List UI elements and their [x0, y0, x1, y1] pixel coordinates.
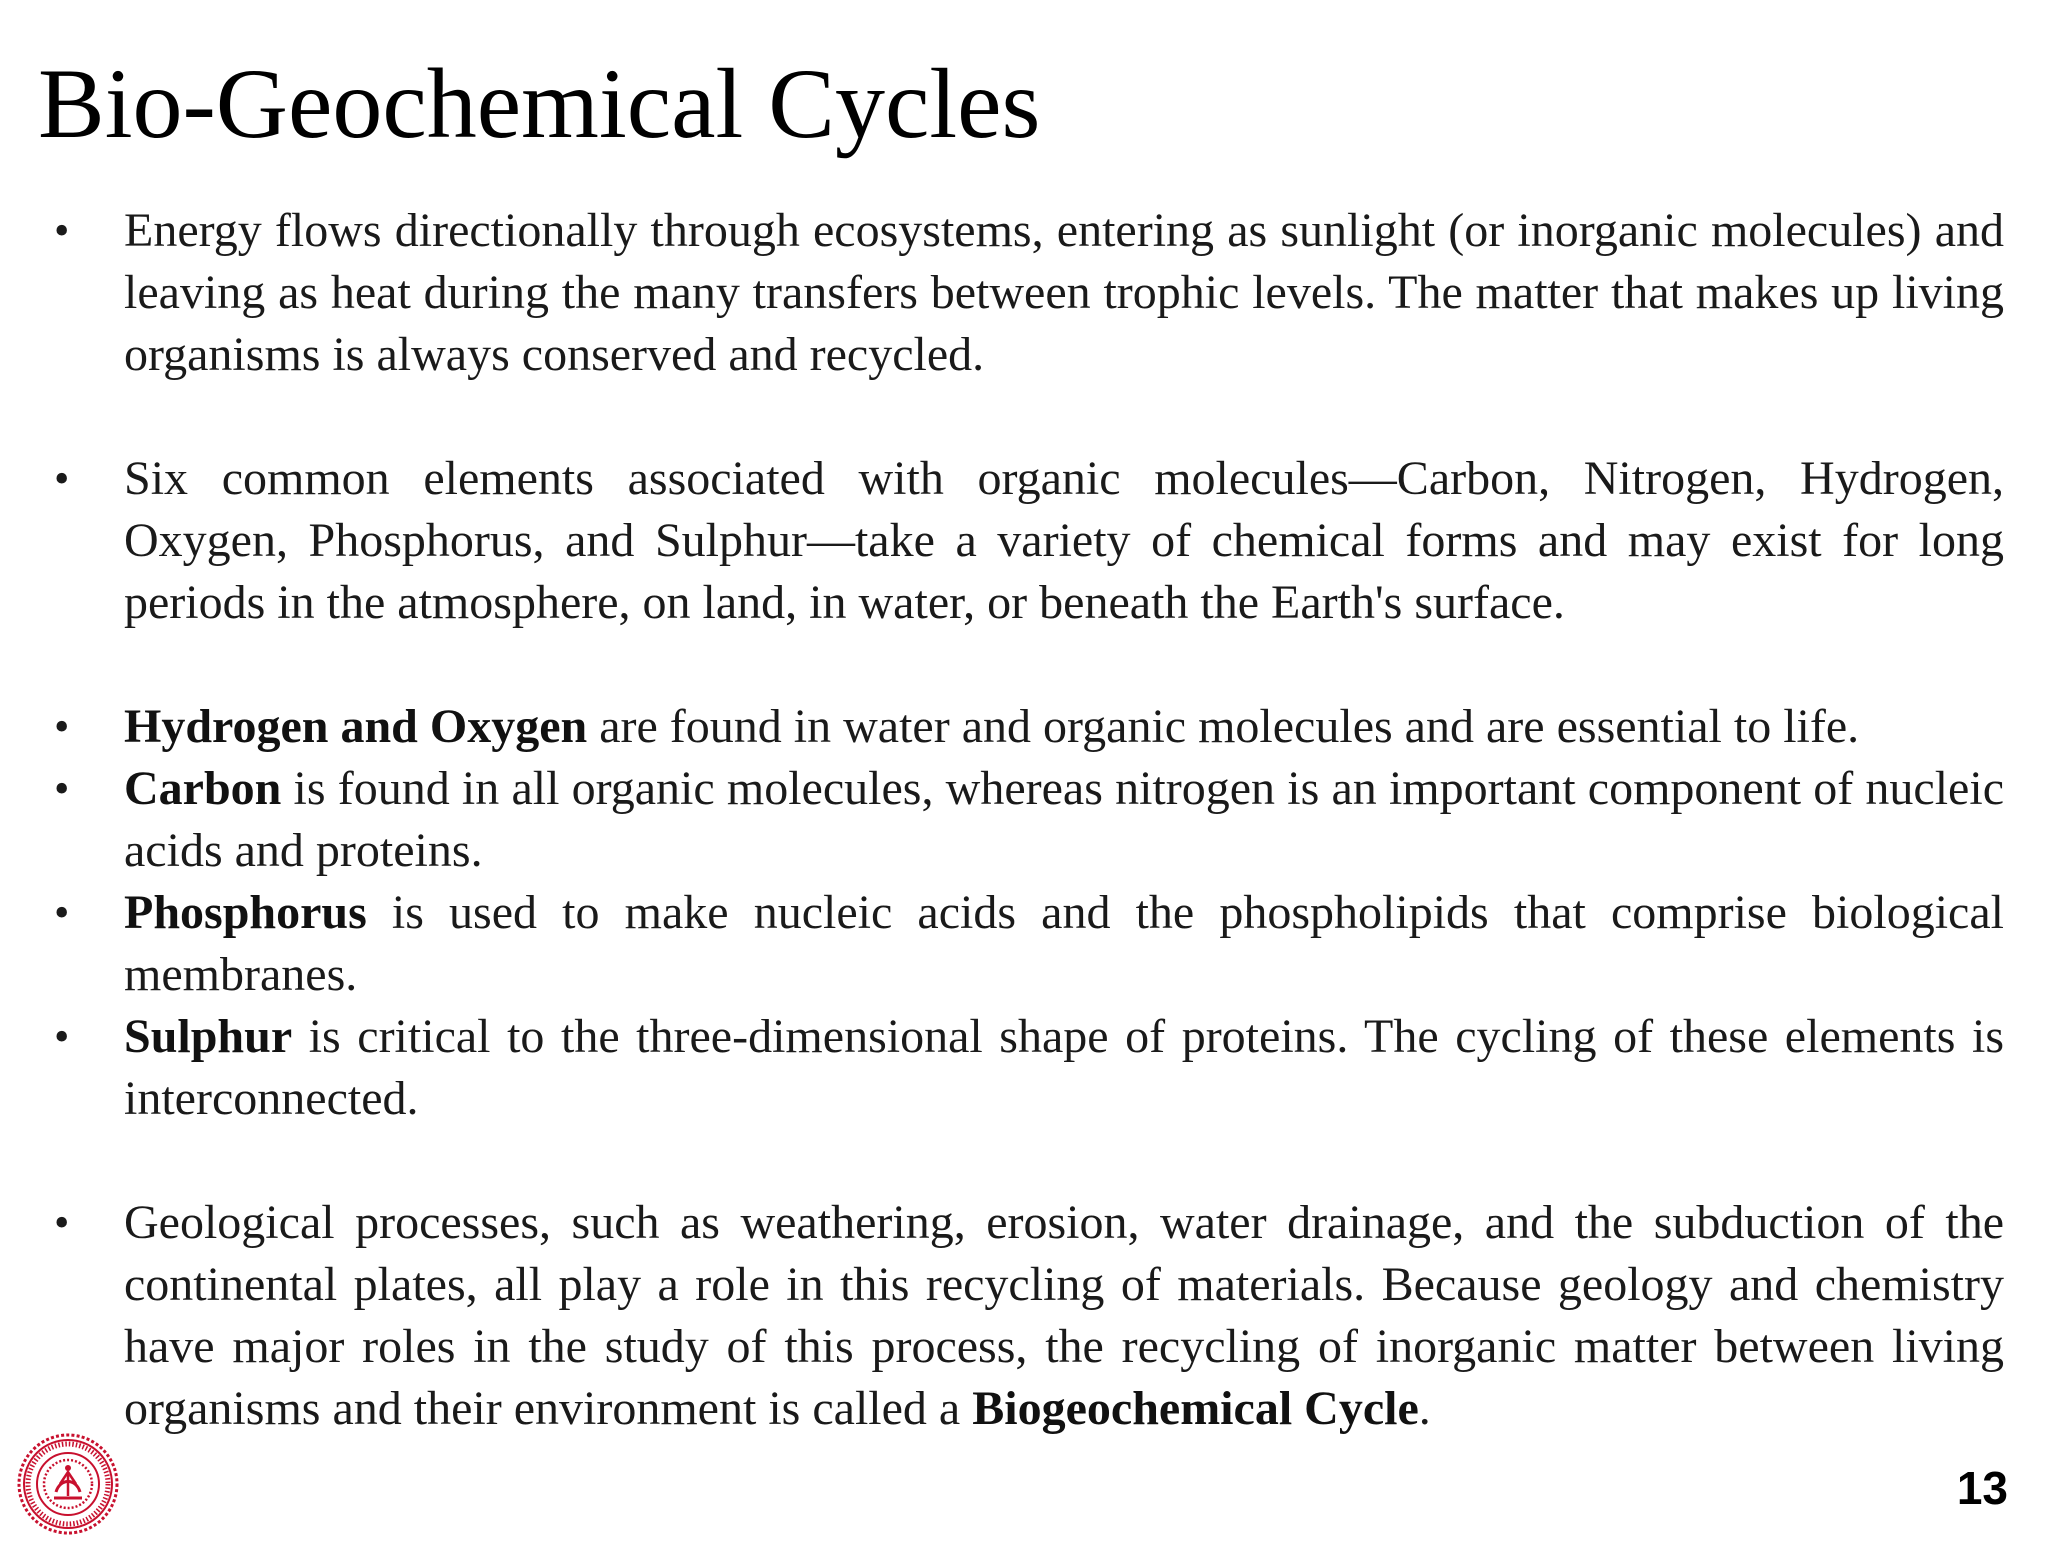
spacer	[54, 634, 2004, 696]
page-number: 13	[1956, 1462, 2008, 1514]
bullet-carbon	[54, 758, 2004, 882]
bullet-geological-processes	[54, 1192, 2004, 1440]
bullet-text: is critical to the three-dimensional shape of proteins. The cycling of these elements is interconnected.	[124, 1010, 2004, 1125]
bullet-text: Energy flows directionally through ecosystems, entering as sunlight (or inorganic molecules) and leaving as heat during the many transfers between trophic levels. The matter that makes up living organisms is always conserved and recycled.	[124, 204, 2004, 381]
bullet-bold-term: Sulphur	[124, 1010, 293, 1063]
bullet-six-elements	[54, 448, 2004, 634]
slide-title: Bio-Geochemical Cycles	[38, 48, 1041, 159]
bullet-bold-term: Phosphorus	[124, 886, 367, 939]
spacer	[54, 1130, 2004, 1192]
bullet-dot: •	[54, 888, 70, 937]
bullet-text-end: .	[1418, 1382, 1431, 1435]
bullet-list	[54, 200, 2004, 1440]
bullet-dot: •	[54, 1198, 70, 1247]
bullet-bold-term: Hydrogen and Oxygen	[124, 700, 588, 753]
bullet-dot: •	[54, 206, 70, 255]
bullet-dot: •	[54, 1012, 70, 1061]
bullet-text: is used to make nucleic acids and the phospholipids that comprise biological membranes.	[124, 886, 2004, 1001]
bullet-text: Geological processes, such as weathering, erosion, water drainage, and the subduction of the continental plates, all play a role in this recycling of materials. Because geology and chemistry have major roles in the study of this process, the recycling of inorganic matter between living organisms and their environment is called a	[124, 1196, 2004, 1435]
bullet-dot: •	[54, 702, 70, 751]
bullet-phosphorus	[54, 882, 2004, 1006]
bullet-bold-term: Carbon	[124, 762, 282, 815]
institute-seal-icon	[16, 1432, 120, 1536]
bullet-hydrogen-oxygen	[54, 696, 2004, 758]
bullet-dot: •	[54, 454, 70, 503]
bullet-text: are found in water and organic molecules and are essential to life.	[587, 700, 1860, 753]
bullet-sulphur	[54, 1006, 2004, 1130]
spacer	[54, 386, 2004, 448]
bullet-text: Six common elements associated with organic molecules—Carbon, Nitrogen, Hydrogen, Oxygen, Phosphorus, and Sulphur—take a variety of chemical forms and may exist for long periods in the atmosphere, on land, in water, or beneath the Earth's surface.	[124, 452, 2004, 629]
bullet-dot: •	[54, 764, 70, 813]
bullet-energy-flow	[54, 200, 2004, 386]
bullet-text: is found in all organic molecules, whereas nitrogen is an important component of nucleic acids and proteins.	[124, 762, 2004, 877]
bullet-bold-term: Biogeochemical Cycle	[972, 1382, 1419, 1435]
